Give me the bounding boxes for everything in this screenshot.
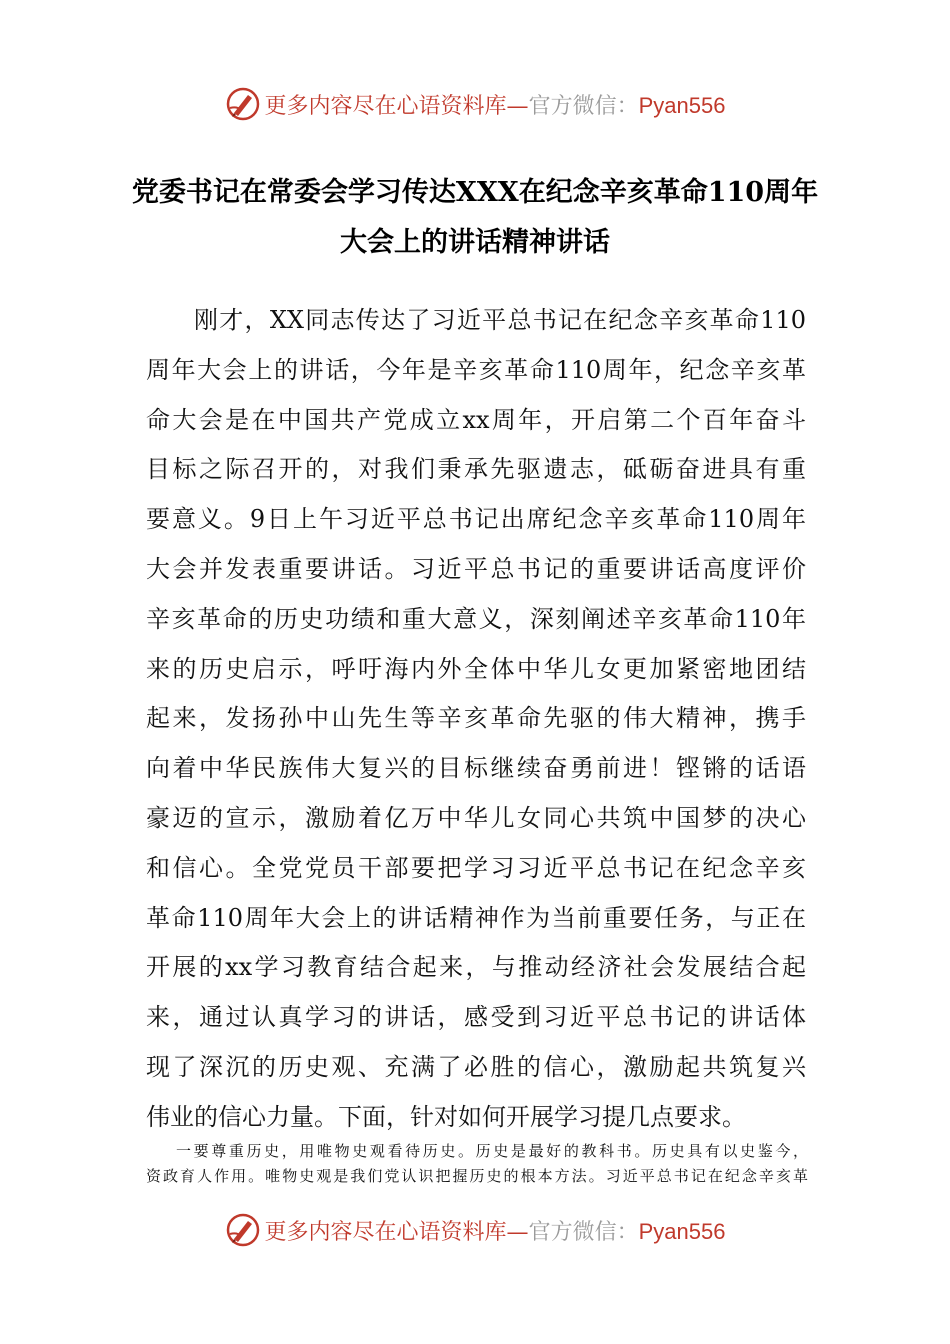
body-line: 刚才，XX同志传达了习近平总书记在纪念辛亥革命110 (194, 306, 806, 334)
pen-logo-icon (225, 86, 261, 122)
body-line: 来的历史启示，呼吁海内外全体中华儿女更加紧密地团结 (146, 654, 806, 683)
body-line: 目标之际召开的，对我们秉承先驱遗志，砥砺奋进具有重 (146, 455, 806, 484)
body-line: 现了深沉的历史观、充满了必胜的信心，激励起共筑复兴 (146, 1052, 806, 1081)
banner-wechat-id: Pyan556 (638, 92, 726, 118)
small-paragraph (146, 1139, 808, 1189)
banner-wechat-label: 官方微信： (528, 1219, 639, 1245)
body-line: 伟业的信心力量。下面，针对如何开展学习提几点要求。 (146, 1102, 746, 1131)
body-line: 革命110周年大会上的讲话精神作为当前重要任务，与正在 (146, 903, 806, 932)
body-line: 周年大会上的讲话，今年是辛亥革命110周年，纪念辛亥革 (146, 355, 806, 384)
body-line: 命大会是在中国共产党成立xx周年，开启第二个百年奋斗 (146, 405, 806, 434)
body-line: 要意义。9日上午习近平总书记出席纪念辛亥革命110周年 (146, 505, 806, 534)
title-line-2: 大会上的讲话精神讲话 (340, 227, 610, 258)
body-line: 来，通过认真学习的讲话，感受到习近平总书记的讲话体 (146, 1003, 806, 1032)
title-line-1: 党委书记在常委会学习传达XXX在纪念辛亥革命110周年 (131, 177, 819, 208)
body-line: 向着中华民族伟大复兴的目标继续奋勇前进！铿锵的话语 (146, 754, 806, 783)
body-line: 豪迈的宣示，激励着亿万中华儿女同心共筑中国梦的决心 (146, 803, 806, 832)
document-title (100, 168, 850, 268)
body-line: 辛亥革命的历史功绩和重大意义，深刻阐述辛亥革命110年 (146, 604, 806, 633)
banner-wechat-id: Pyan556 (638, 1218, 726, 1244)
body-line: 大会并发表重要讲话。习近平总书记的重要讲话高度评价 (146, 554, 806, 583)
footer-banner (0, 1210, 950, 1250)
body-line: 开展的xx学习教育结合起来，与推动经济社会发展结合起 (146, 953, 806, 982)
pen-logo-icon (225, 1212, 261, 1248)
banner-content (225, 86, 726, 122)
banner-text (265, 89, 726, 120)
body-line: 起来，发扬孙中山先生等辛亥革命先驱的伟大精神，携手 (146, 704, 806, 733)
banner-text (265, 1215, 726, 1246)
body-line: 和信心。全党党员干部要把学习习近平总书记在纪念辛亥 (146, 853, 806, 882)
body-paragraph (146, 296, 806, 1143)
small-line: 资政育人作用。唯物史观是我们党认识把握历史的根本方法。习近平总书记在纪念辛亥革 (146, 1167, 808, 1185)
banner-slogan: 更多内容尽在心语资料库— (264, 93, 529, 119)
banner-content (225, 1212, 726, 1248)
banner-wechat-label: 官方微信： (528, 93, 639, 119)
small-line: 一要尊重历史，用唯物史观看待历史。历史是最好的教科书。历史具有以史鉴今， (176, 1142, 808, 1160)
header-banner (0, 84, 950, 124)
banner-slogan: 更多内容尽在心语资料库— (264, 1219, 529, 1245)
